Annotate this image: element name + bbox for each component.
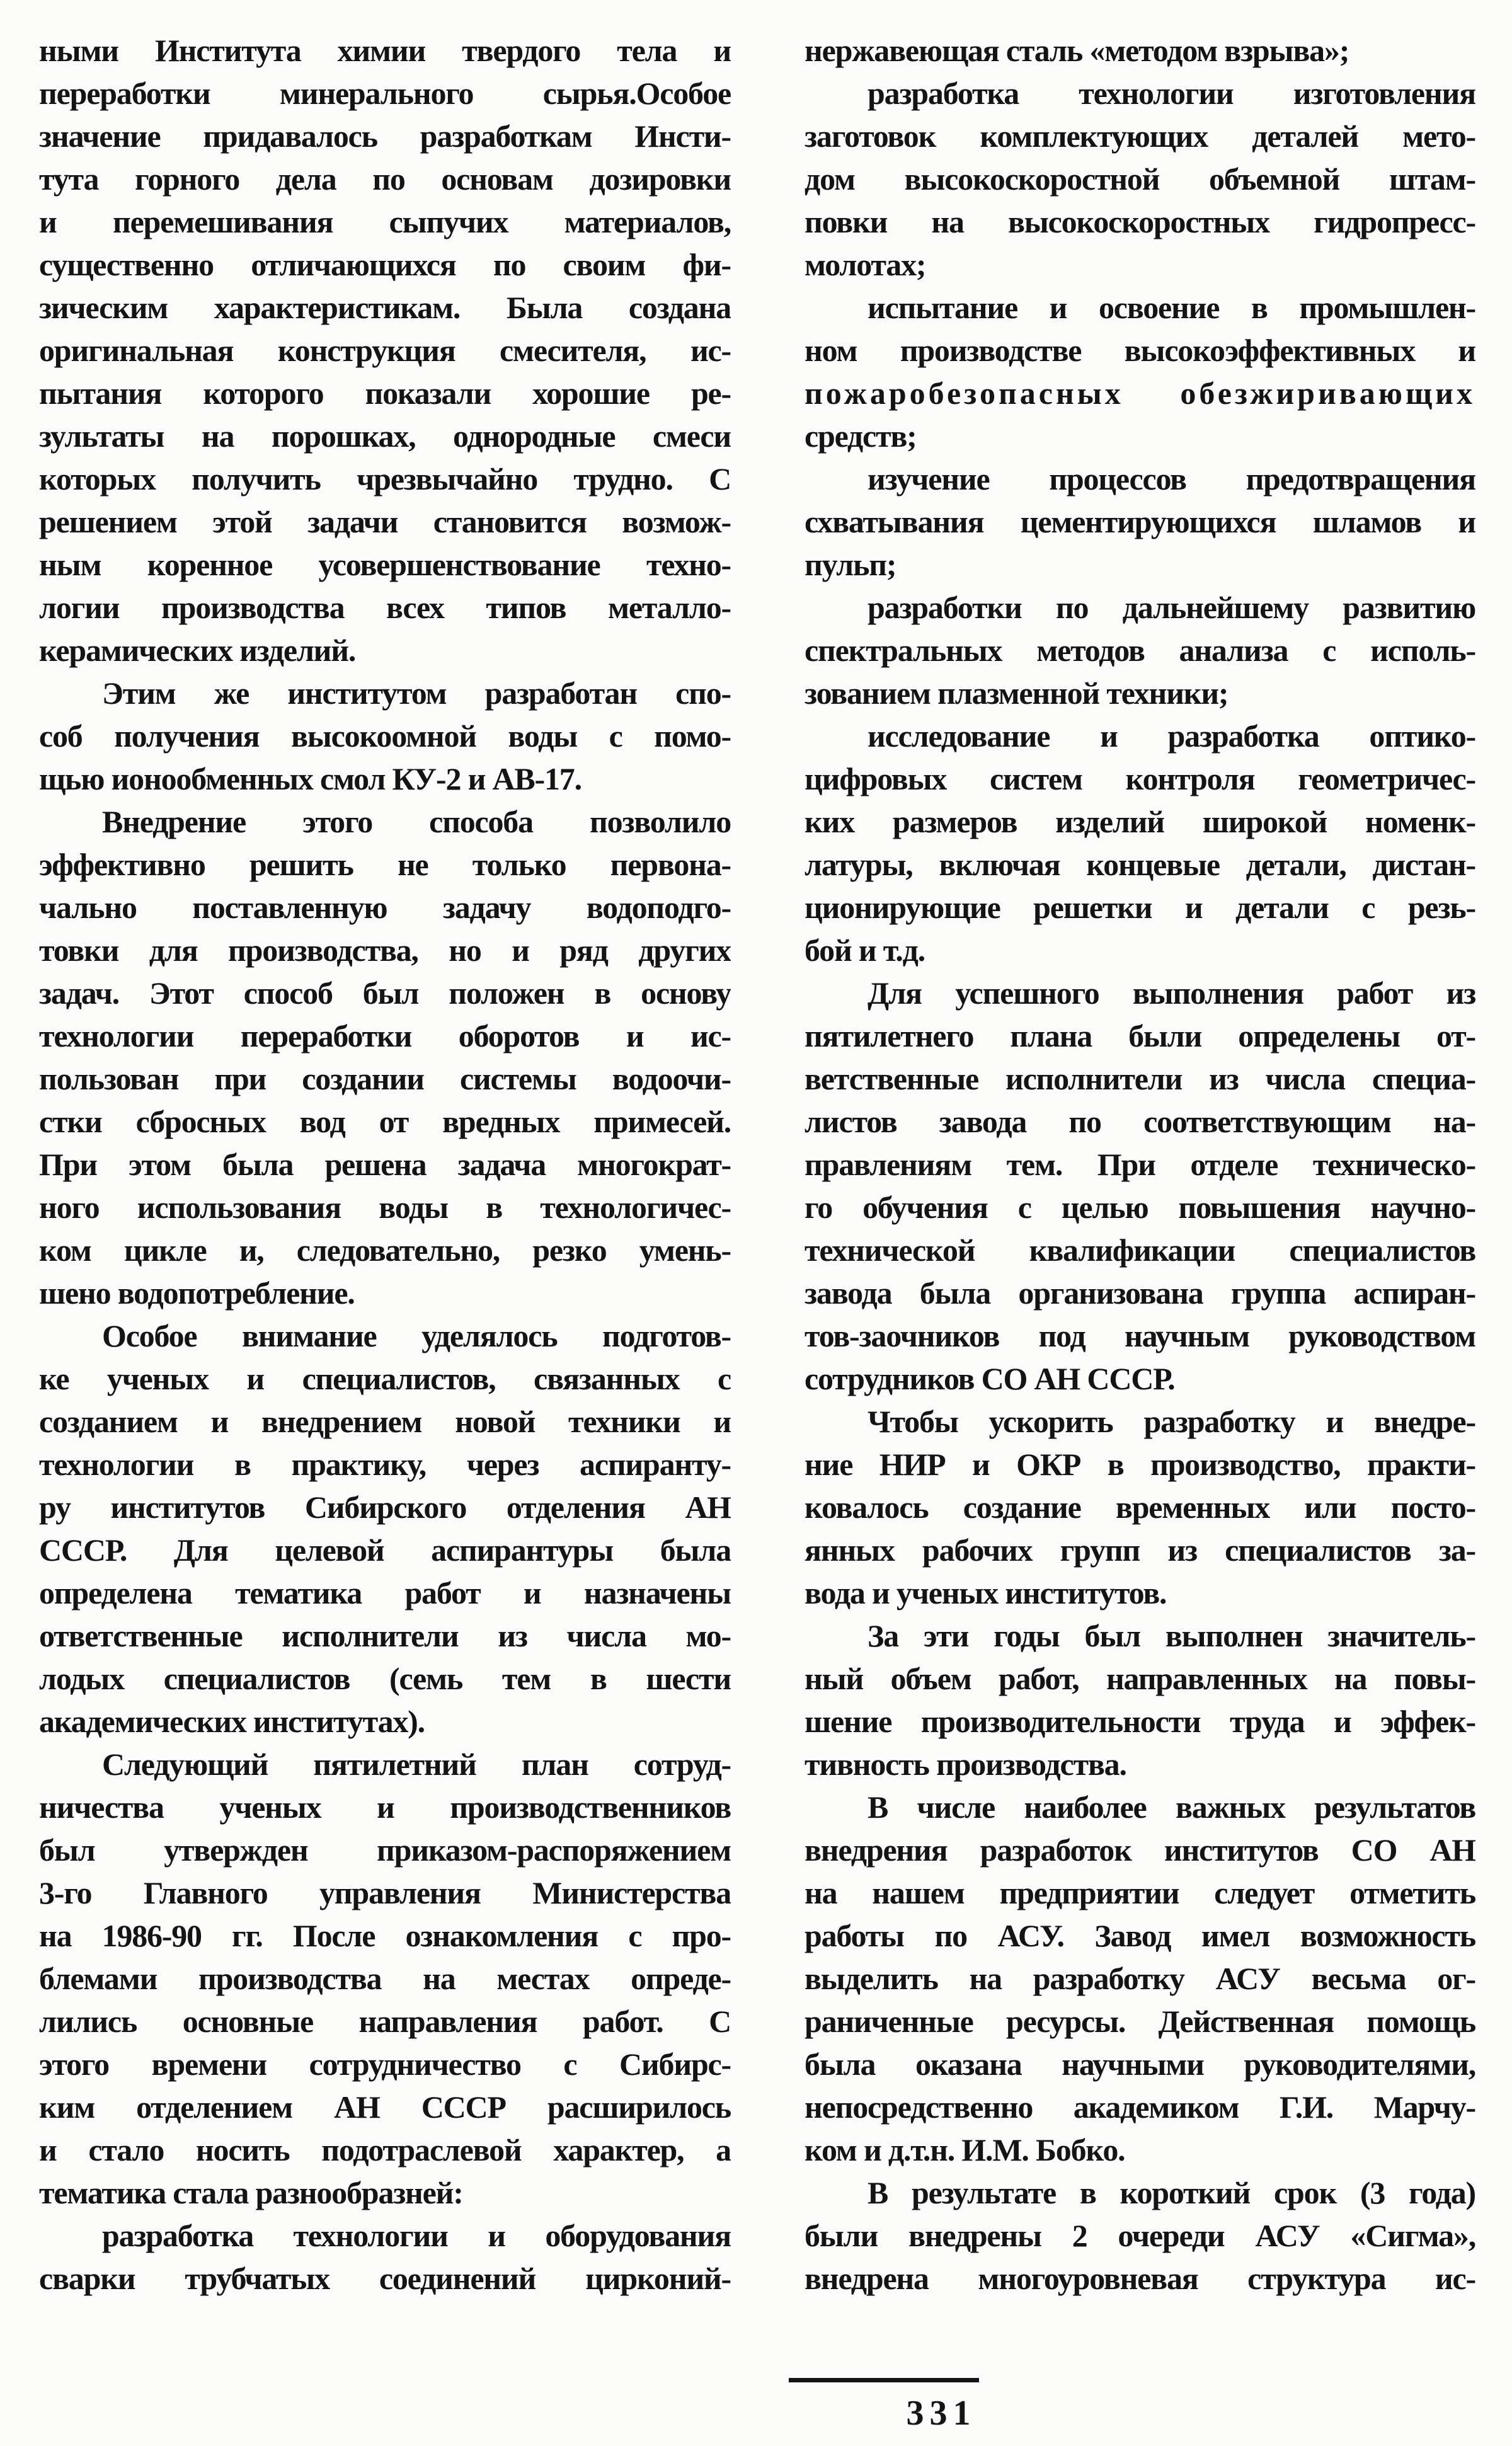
left-text-column (39, 29, 731, 2300)
text-line: пользован при создании системы водоочи- (39, 1061, 731, 1096)
text-line: ного использования воды в технологичес- (39, 1190, 731, 1225)
text-line: цифровых систем контроля геометричес- (805, 761, 1475, 796)
text-line: ковалось создание временных или посто- (805, 1490, 1475, 1525)
text-line: эффективно решить не только первона- (39, 847, 731, 882)
text-line: шение производительности труда и эффек- (805, 1704, 1475, 1739)
text-line: технической квалификации специалистов (805, 1232, 1475, 1268)
text-line: академических институтах). (39, 1704, 425, 1739)
text-line: сварки трубчатых соединений цирконий- (39, 2261, 731, 2296)
footnote-rule (789, 2378, 979, 2382)
text-line: бой и т.д. (805, 933, 925, 968)
text-line: пульп; (805, 547, 896, 582)
text-line: были внедрены 2 очереди АСУ «Сигма», (805, 2218, 1475, 2253)
text-line: Этим же институтом разработан спо- (102, 675, 731, 711)
text-line: В числе наиболее важных результатов (868, 1789, 1475, 1825)
text-line: ционирующие решетки и детали с резь- (805, 890, 1475, 925)
page-number: 331 (906, 2394, 976, 2433)
text-line: схватывания цементирующихся шламов и (805, 504, 1475, 539)
text-line: чально поставленную задачу водоподго- (39, 890, 731, 925)
text-line: правлениям тем. При отделе техническо- (805, 1147, 1475, 1182)
text-line: оригинальная конструкция смесителя, ис- (39, 333, 731, 368)
text-line: пятилетнего плана были определены от- (805, 1018, 1475, 1054)
text-line: исследование и разработка оптико- (868, 718, 1475, 754)
text-line: лились основные направления работ. С (39, 2004, 731, 2039)
text-line: сотрудников СО АН СССР. (805, 1361, 1175, 1396)
text-line: ответственные исполнители из числа мо- (39, 1618, 731, 1653)
text-line: технологии в практику, через аспиранту- (39, 1447, 731, 1482)
text-line: спектральных методов анализа с исполь- (805, 633, 1475, 668)
text-line: внедрения разработок институтов СО АН (805, 1832, 1475, 1868)
text-line: повки на высокоскоростных гидропресс- (805, 204, 1475, 239)
text-line: выделить на разработку АСУ весьма ог- (805, 1961, 1475, 1996)
text-line: тематика стала разнообразней: (39, 2175, 463, 2210)
text-line: При этом была решена задача многократ- (39, 1147, 731, 1182)
text-line: СССР. Для целевой аспирантуры была (39, 1532, 731, 1568)
text-line: тивность производства. (805, 1747, 1126, 1782)
text-line: изучение процессов предотвращения (868, 461, 1475, 497)
text-line: задач. Этот способ был положен в основу (39, 975, 731, 1011)
text-line: нержавеющая сталь «методом взрыва»; (805, 33, 1349, 68)
text-line: разработка технологии и оборудования (102, 2218, 731, 2253)
text-line: пожаробезопасных обезжиривающих (805, 376, 1475, 411)
text-line: решением этой задачи становится возмож- (39, 504, 731, 539)
text-line: ный объем работ, направленных на повы- (805, 1661, 1475, 1696)
text-line: ком цикле и, следовательно, резко умень- (39, 1232, 731, 1268)
text-line: молотах; (805, 247, 926, 282)
text-line: тута горного дела по основам дозировки (39, 161, 731, 197)
text-line: на 1986-90 гг. После ознакомления с про- (39, 1918, 731, 1953)
text-line: испытание и освоение в промышлен- (868, 290, 1475, 325)
text-line: и стало носить подотраслевой характер, а (39, 2132, 731, 2168)
text-line: Внедрение этого способа позволило (102, 804, 731, 839)
text-line: Для успешного выполнения работ из (868, 975, 1475, 1011)
text-line: щью ионообменных смол КУ-2 и АВ-17. (39, 761, 581, 796)
text-line: переработки минерального сырья.Особое (39, 76, 731, 111)
text-line: Чтобы ускорить разработку и внедре- (868, 1404, 1475, 1439)
text-line: ру институтов Сибирского отделения АН (39, 1490, 731, 1525)
text-line: соб получения высокоомной воды с помо- (39, 718, 731, 754)
text-line: зованием плазменной техники; (805, 675, 1228, 711)
text-line: дом высокоскоростной объемной штам- (805, 161, 1475, 197)
text-line: ком и д.т.н. И.М. Бобко. (805, 2132, 1125, 2168)
text-line: блемами производства на местах опреде- (39, 1961, 731, 1996)
text-line: За эти годы был выполнен значитель- (868, 1618, 1475, 1653)
text-line: пытания которого показали хорошие ре- (39, 376, 731, 411)
text-line: был утвержден приказом-распоряжением (39, 1832, 731, 1868)
text-line: логии производства всех типов металло- (39, 590, 731, 625)
text-line: разработки по дальнейшему развитию (868, 590, 1475, 625)
text-line: ких размеров изделий широкой номенк- (805, 804, 1475, 839)
text-line: значение придавалось разработкам Инсти- (39, 118, 731, 154)
text-line: зультаты на порошках, однородные смеси (39, 418, 731, 454)
text-line: этого времени сотрудничество с Сибирс- (39, 2047, 731, 2082)
text-line: лодых специалистов (семь тем в шести (39, 1661, 731, 1696)
text-line: и перемешивания сыпучих материалов, (39, 204, 731, 239)
text-line: товки для производства, но и ряд других (39, 933, 731, 968)
text-line: керамических изделий. (39, 633, 356, 668)
text-line: средств; (805, 418, 917, 454)
text-line: определена тематика работ и назначены (39, 1575, 731, 1611)
text-line: непосредственно академиком Г.И. Марчу- (805, 2089, 1475, 2125)
text-line: завода была организована группа аспиран- (805, 1275, 1475, 1311)
text-line: В результате в короткий срок (3 года) (868, 2175, 1475, 2210)
text-line: листов завода по соответствующим на- (805, 1104, 1475, 1139)
text-line: созданием и внедрением новой техники и (39, 1404, 731, 1439)
right-text-column (805, 29, 1475, 2300)
text-line: го обучения с целью повышения научно- (805, 1190, 1475, 1225)
text-line: которых получить чрезвычайно трудно. С (39, 461, 731, 497)
text-line: ными Института химии твердого тела и (39, 33, 731, 68)
text-line: стки сбросных вод от вредных примесей. (39, 1104, 731, 1139)
text-line: тов-заочников под научным руководством (805, 1318, 1475, 1353)
text-line: 3-го Главного управления Министерства (39, 1875, 731, 1910)
text-line: ном производстве высокоэффективных и (805, 333, 1475, 368)
text-line: ничества ученых и производственников (39, 1789, 731, 1825)
text-line: зическим характеристикам. Была создана (39, 290, 731, 325)
text-line: ветственные исполнители из числа специа- (805, 1061, 1475, 1096)
text-line: внедрена многоуровневая структура ис- (805, 2261, 1475, 2296)
text-line: ким отделением АН СССР расширилось (39, 2089, 731, 2125)
text-line: технологии переработки оборотов и ис- (39, 1018, 731, 1054)
text-line: Следующий пятилетний план сотруд- (102, 1747, 731, 1782)
text-line: существенно отличающихся по своим фи- (39, 247, 731, 282)
text-line: заготовок комплектующих деталей мето- (805, 118, 1475, 154)
text-line: латуры, включая концевые детали, дистан- (805, 847, 1475, 882)
text-line: раниченные ресурсы. Действенная помощь (805, 2004, 1475, 2039)
text-line: на нашем предприятии следует отметить (805, 1875, 1475, 1910)
text-line: ке ученых и специалистов, связанных с (39, 1361, 731, 1396)
text-line: разработка технологии изготовления (868, 76, 1475, 111)
text-line: ным коренное усовершенствование техно- (39, 547, 731, 582)
text-line: вода и ученых институтов. (805, 1575, 1167, 1611)
text-line: была оказана научными руководителями, (805, 2047, 1475, 2082)
text-line: работы по АСУ. Завод имел возможность (805, 1918, 1475, 1953)
text-line: шено водопотребление. (39, 1275, 355, 1311)
text-line: янных рабочих групп из специалистов за- (805, 1532, 1475, 1568)
text-line: Особое внимание уделялось подготов- (102, 1318, 731, 1353)
text-line: ние НИР и ОКР в производство, практи- (805, 1447, 1475, 1482)
